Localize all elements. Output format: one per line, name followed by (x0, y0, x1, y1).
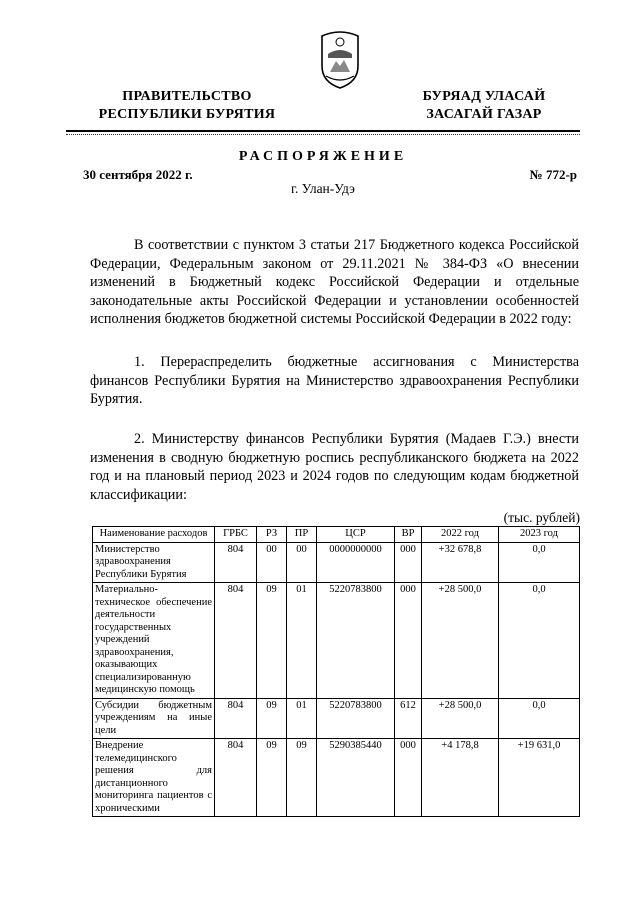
col-header-grbs: ГРБС (215, 527, 257, 543)
cell-pr: 01 (287, 583, 317, 699)
cell-2022: +4 178,8 (422, 739, 499, 817)
col-header-pr: ПР (287, 527, 317, 543)
table-row (93, 698, 580, 739)
government-name-russian: ПРАВИТЕЛЬСТВО РЕСПУБЛИКИ БУРЯТИЯ (98, 89, 276, 122)
cell-rz: 09 (257, 583, 287, 699)
col-header-rz: РЗ (257, 527, 287, 543)
col-header-csr: ЦСР (317, 527, 395, 543)
col-header-vr: ВР (395, 527, 422, 543)
cell-2023: 0,0 (499, 542, 580, 583)
cell-vr: 000 (395, 583, 422, 699)
cell-name: Внедрение телемедицинского решения для дистанционного мониторинга пациентов с хроническими (93, 739, 215, 817)
table-header-row (93, 527, 580, 543)
cell-grbs: 804 (215, 583, 257, 699)
cell-2023: +19 631,0 (499, 739, 580, 817)
cell-pr: 09 (287, 739, 317, 817)
header-divider (66, 130, 580, 132)
cell-csr: 5290385440 (317, 739, 395, 817)
cell-vr: 612 (395, 698, 422, 739)
cell-pr: 01 (287, 698, 317, 739)
cell-2023: 0,0 (499, 698, 580, 739)
col-header-2023: 2023 год (499, 527, 580, 543)
cell-vr: 000 (395, 739, 422, 817)
cell-2022: +28 500,0 (422, 583, 499, 699)
cell-grbs: 804 (215, 739, 257, 817)
table-row (93, 583, 580, 699)
header-divider-dotted (66, 134, 580, 135)
document-date: 30 сентября 2022 г. (83, 167, 193, 182)
cell-2022: +28 500,0 (422, 698, 499, 739)
cell-2022: +32 678,8 (422, 542, 499, 583)
document-number: № 772-р (529, 167, 577, 182)
cell-rz: 09 (257, 698, 287, 739)
cell-grbs: 804 (215, 542, 257, 583)
cell-name: Субсидии бюджетным учреждениям на иные цели (93, 698, 215, 739)
table-row (93, 739, 580, 817)
col-header-2022: 2022 год (422, 527, 499, 543)
table-row (93, 542, 580, 583)
table-unit-label: (тыс. рублей) (503, 510, 580, 525)
col-header-name: Наименование расходов (93, 527, 215, 543)
budget-table (92, 526, 580, 817)
cell-grbs: 804 (215, 698, 257, 739)
document-city: г. Улан-Удэ (291, 181, 355, 196)
cell-2023: 0,0 (499, 583, 580, 699)
paragraph-item-1: 1. Перераспределить бюджетные ассигнования с Министерства финансов Республики Бурятия на Министерство здравоохранения Республики Бурятия. (90, 354, 579, 407)
paragraph-preamble: В соответствии с пунктом 3 статьи 217 Бюджетного кодекса Российской Федерации, Федеральным законом от 29.11.2021 № 384-ФЗ «О внесении изменений в Бюджетный кодекс Российской Федерации и отдельные законодательные акты Российской Федерации и установлении особенностей исполнения бюджетов бюджетной системы Российской Федерации в 2022 году: (90, 237, 579, 327)
cell-vr: 000 (395, 542, 422, 583)
cell-rz: 00 (257, 542, 287, 583)
cell-name: Министерство здравоохранения Республики Бурятия (93, 542, 215, 583)
cell-rz: 09 (257, 739, 287, 817)
cell-name: Материально-техническое обеспечение деятельности государственных учреждений здравоохранения, оказывающих специализированную медицинскую помощь (93, 583, 215, 699)
coat-of-arms-emblem (316, 28, 364, 90)
document-title: РАСПОРЯЖЕНИЕ (238, 149, 408, 164)
cell-csr: 5220783800 (317, 698, 395, 739)
cell-csr: 5220783800 (317, 583, 395, 699)
government-name-buryat: БУРЯАД УЛАСАЙ ЗАСАГАЙ ГАЗАР (422, 89, 546, 122)
cell-pr: 00 (287, 542, 317, 583)
cell-csr: 0000000000 (317, 542, 395, 583)
paragraph-item-2: 2. Министерству финансов Республики Бурятия (Мадаев Г.Э.) внести изменения в сводную бюджетную роспись республиканского бюджета на 2022 год и на плановый период 2023 и 2024 годов по следующим кодам бюджетной классификации: (90, 431, 579, 503)
